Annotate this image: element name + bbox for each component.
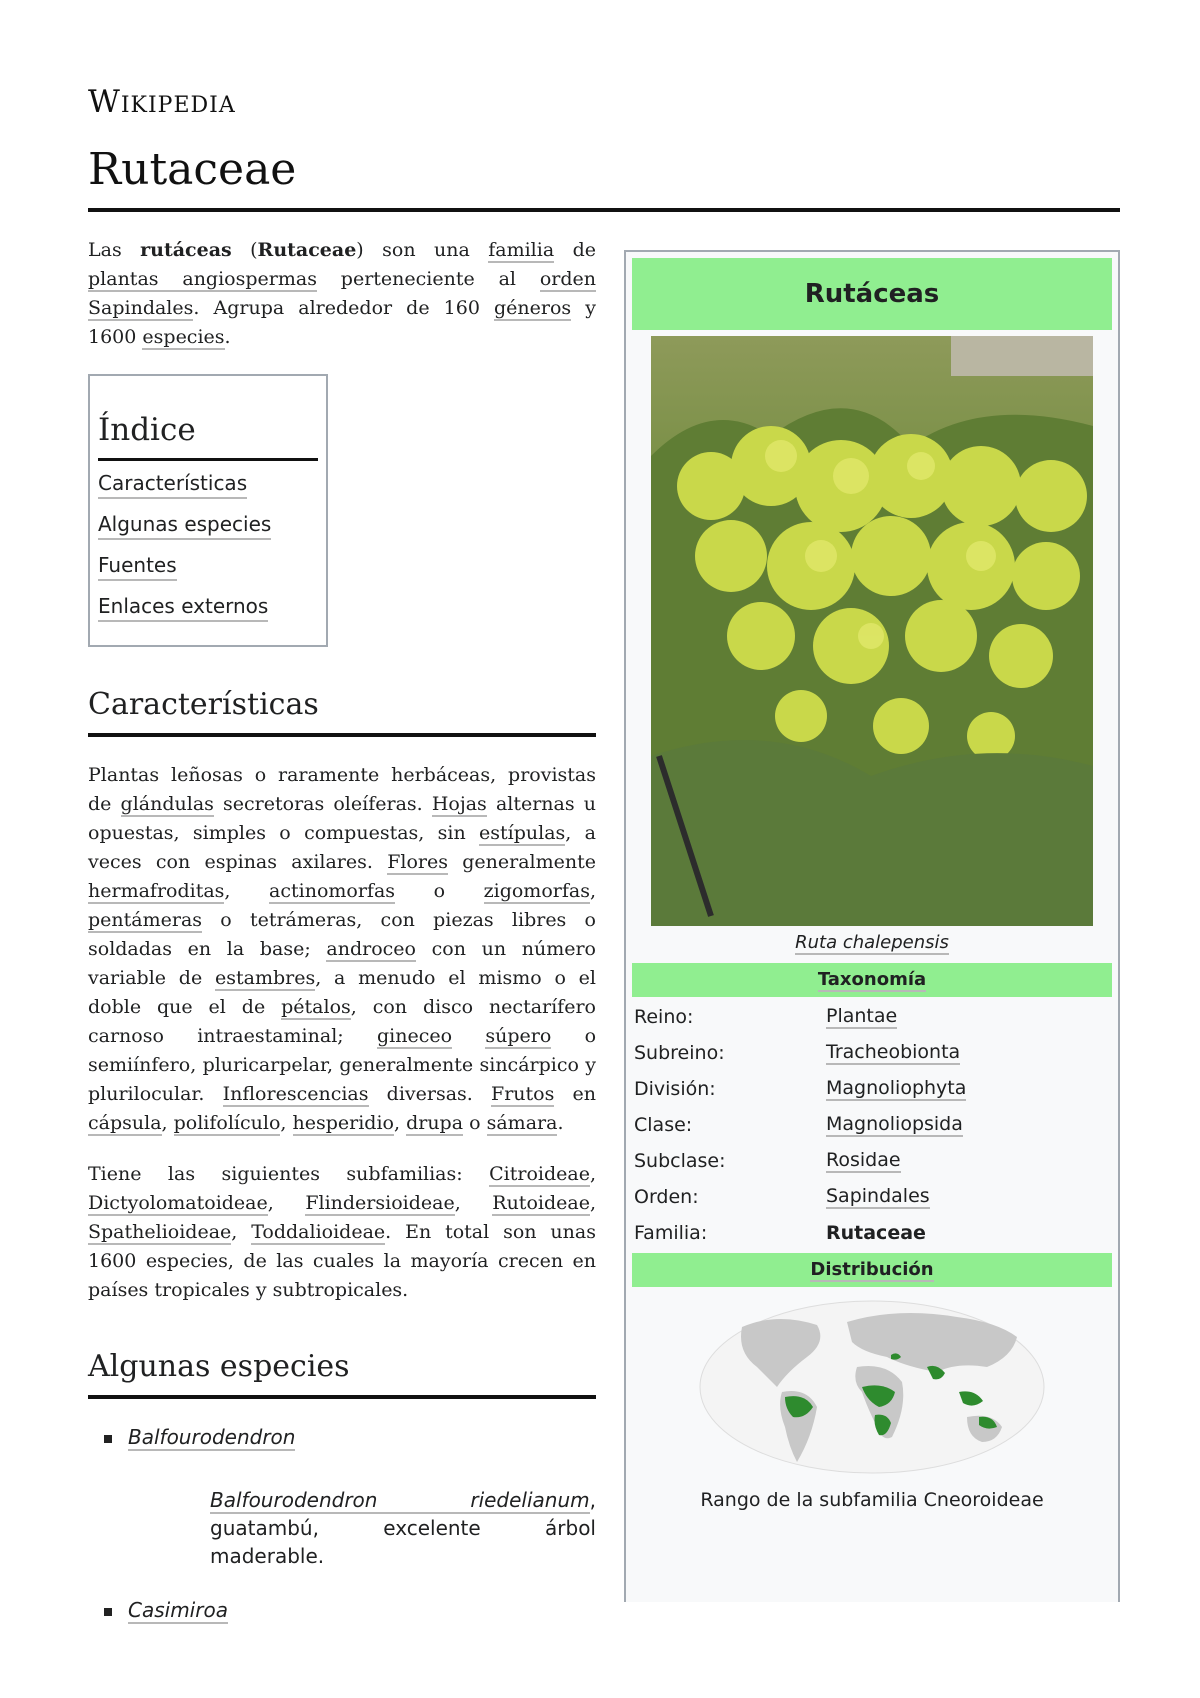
- link[interactable]: pétalos: [281, 996, 351, 1018]
- text: [452, 1025, 485, 1047]
- list-item: [88, 1423, 596, 1570]
- taxonomy-value-link[interactable]: Magnoliopsida: [826, 1113, 963, 1135]
- link[interactable]: Citroideae: [489, 1163, 590, 1185]
- genus-link[interactable]: Casimiroa: [128, 1598, 228, 1622]
- text: , guatambú, excelente árbol maderable.: [210, 1488, 596, 1568]
- text: . Agrupa alrededor de 160: [193, 297, 494, 319]
- link[interactable]: hesperidio: [292, 1112, 394, 1134]
- link[interactable]: súpero: [485, 1025, 552, 1047]
- link[interactable]: estípulas: [479, 822, 566, 844]
- bullet-icon: [104, 1435, 112, 1443]
- taxonomy-key: Subreino:: [634, 1042, 725, 1064]
- toc-item-fuentes[interactable]: Fuentes: [98, 551, 177, 581]
- text: o: [463, 1112, 487, 1134]
- bullet-icon: [104, 1608, 112, 1616]
- photo-caption: [626, 932, 1118, 953]
- link[interactable]: Inflorescencias: [222, 1083, 369, 1105]
- taxonomy-value-link[interactable]: Rosidae: [826, 1149, 901, 1171]
- text: ,: [393, 1112, 407, 1134]
- toc-item-algunas-especies[interactable]: Algunas especies: [98, 510, 271, 540]
- taxonomy-value-link[interactable]: Tracheobionta: [826, 1041, 961, 1063]
- text: Las: [88, 239, 141, 261]
- genus-link[interactable]: Balfourodendron: [128, 1425, 296, 1449]
- infobox-title: Rutáceas: [632, 258, 1112, 330]
- text: (: [231, 239, 258, 261]
- link[interactable]: drupa: [406, 1112, 464, 1134]
- link[interactable]: Flindersioideae: [305, 1192, 455, 1214]
- logo-text: Wikipedia: [88, 84, 236, 120]
- infobox: [624, 250, 1120, 1602]
- page-title: Rutaceae: [88, 144, 297, 195]
- link[interactable]: Dictyolomatoideae: [88, 1192, 268, 1214]
- table-of-contents: [88, 374, 328, 647]
- species-link[interactable]: Balfourodendron riedelianum: [210, 1488, 590, 1512]
- link-especies[interactable]: especies: [142, 326, 225, 348]
- taxonomy-row-familia: [626, 1215, 1118, 1251]
- link-sapindales[interactable]: Sapindales: [88, 297, 194, 319]
- link[interactable]: Rutoideae: [492, 1192, 590, 1214]
- taxonomy-key: Reino:: [634, 1006, 694, 1028]
- link[interactable]: Flores: [387, 851, 448, 873]
- species-note: [210, 1486, 596, 1570]
- link-familia[interactable]: familia: [488, 239, 555, 261]
- link[interactable]: Frutos: [491, 1083, 555, 1105]
- link[interactable]: glándulas: [120, 793, 214, 815]
- text: o semiínfero, pluricarpelar, generalmente sincárpico y plurilocular.: [88, 1025, 597, 1105]
- main-content: [88, 236, 596, 1651]
- section-heading-caracteristicas: Características: [88, 683, 596, 737]
- plant-photo[interactable]: [651, 336, 1093, 926]
- text: , a veces con espinas axilares.: [88, 822, 596, 873]
- text: .: [224, 326, 231, 348]
- taxonomy-row-reino: [626, 999, 1118, 1035]
- text: con un número variable de: [88, 938, 596, 989]
- taxonomy-row-orden: [626, 1179, 1118, 1215]
- title-divider: [88, 208, 1120, 212]
- bold-term: Rutaceae: [257, 239, 357, 261]
- link-plantas-angiospermas[interactable]: plantas angiospermas: [88, 268, 317, 290]
- link[interactable]: gineceo: [376, 1025, 453, 1047]
- text: ,: [589, 880, 596, 902]
- species-list: [88, 1423, 596, 1625]
- text: y 1600: [88, 297, 596, 348]
- link[interactable]: cápsula: [88, 1112, 162, 1134]
- link[interactable]: hermafroditas: [88, 880, 225, 902]
- toc-item-caracteristicas[interactable]: Características: [98, 469, 247, 499]
- text: generalmente: [447, 851, 597, 873]
- wikipedia-logo[interactable]: [88, 84, 236, 120]
- distribution-map[interactable]: [697, 1297, 1047, 1477]
- text: alternas u opuestas, simples o compuestas, sin: [88, 793, 596, 844]
- link[interactable]: actinomorfas: [269, 880, 396, 902]
- intro-paragraph: [88, 236, 596, 352]
- text: en: [554, 1083, 596, 1105]
- taxonomy-key: Orden:: [634, 1186, 699, 1208]
- link[interactable]: Hojas: [431, 793, 487, 815]
- text: ,: [224, 880, 270, 902]
- taxonomy-row-clase: [626, 1107, 1118, 1143]
- characteristics-paragraph: [88, 761, 596, 1138]
- taxonomy-table: [626, 999, 1118, 1251]
- link-orden[interactable]: orden: [539, 268, 597, 290]
- taxonomy-value-link[interactable]: Plantae: [826, 1005, 898, 1027]
- taxonomy-value-link[interactable]: Sapindales: [826, 1185, 930, 1207]
- text: .: [557, 1112, 564, 1134]
- toc-title: Índice: [98, 408, 318, 461]
- text: ,: [280, 1112, 293, 1134]
- taxonomy-link[interactable]: Taxonomía: [817, 968, 927, 990]
- text: o: [395, 880, 484, 902]
- text: ,: [231, 1221, 252, 1243]
- map-caption: Rango de la subfamilia Cneoroideae: [700, 1489, 1044, 1511]
- text: perteneciente al: [316, 268, 540, 290]
- taxonomy-row-subreino: [626, 1035, 1118, 1071]
- taxonomy-key: Subclase:: [634, 1150, 726, 1172]
- link[interactable]: androceo: [326, 938, 416, 960]
- taxonomy-key: Clase:: [634, 1114, 693, 1136]
- taxonomy-row-subclase: [626, 1143, 1118, 1179]
- text: ,: [454, 1192, 493, 1214]
- text: de: [554, 239, 596, 261]
- link[interactable]: Spathelioideae: [88, 1221, 232, 1243]
- text: ,: [267, 1192, 306, 1214]
- link[interactable]: pentámeras: [88, 909, 203, 931]
- bold-term: rutáceas: [140, 239, 232, 261]
- text: ,: [589, 1163, 596, 1185]
- text: . En total son unas 1600 especies, de las cuales la mayoría crecen en países tropicales y subtropicales.: [88, 1221, 596, 1301]
- link[interactable]: polifolículo: [173, 1112, 281, 1134]
- list-item: [88, 1596, 596, 1625]
- text: ) son una: [356, 239, 489, 261]
- text: ,: [161, 1112, 174, 1134]
- text: , a menudo el mismo o el doble que el de: [88, 967, 596, 1018]
- link-generos[interactable]: géneros: [494, 297, 572, 319]
- taxonomy-value: Rutaceae: [826, 1222, 926, 1244]
- link[interactable]: zigomorfas: [483, 880, 590, 902]
- text: o tetrámeras, con piezas libres o soldadas en la base;: [88, 909, 596, 960]
- text: , con disco nectarífero carnoso intraestaminal;: [88, 996, 596, 1047]
- photo-sky: [951, 336, 1093, 376]
- subfamilies-paragraph: [88, 1160, 596, 1305]
- photo-caption-link[interactable]: Ruta chalepensis: [795, 932, 949, 953]
- distribution-link[interactable]: Distribución: [810, 1258, 934, 1280]
- taxonomy-row-division: [626, 1071, 1118, 1107]
- link[interactable]: Toddalioideae: [251, 1221, 386, 1243]
- taxonomy-value-link[interactable]: Magnoliophyta: [826, 1077, 967, 1099]
- section-heading-algunas-especies: Algunas especies: [88, 1345, 596, 1399]
- text: Tiene las siguientes subfamilias:: [88, 1163, 490, 1185]
- taxonomy-key: División:: [634, 1078, 716, 1100]
- text: diversas.: [368, 1083, 492, 1105]
- distribution-header: [632, 1253, 1112, 1287]
- taxonomy-header: [632, 963, 1112, 997]
- link[interactable]: estambres: [215, 967, 316, 989]
- text: Plantas leñosas o raramente herbáceas, provistas de: [88, 764, 596, 815]
- text: secretoras oleíferas.: [213, 793, 432, 815]
- text: ,: [589, 1192, 596, 1214]
- link[interactable]: sámara: [486, 1112, 558, 1134]
- taxonomy-key: Familia:: [634, 1222, 708, 1244]
- toc-item-enlaces-externos[interactable]: Enlaces externos: [98, 592, 268, 622]
